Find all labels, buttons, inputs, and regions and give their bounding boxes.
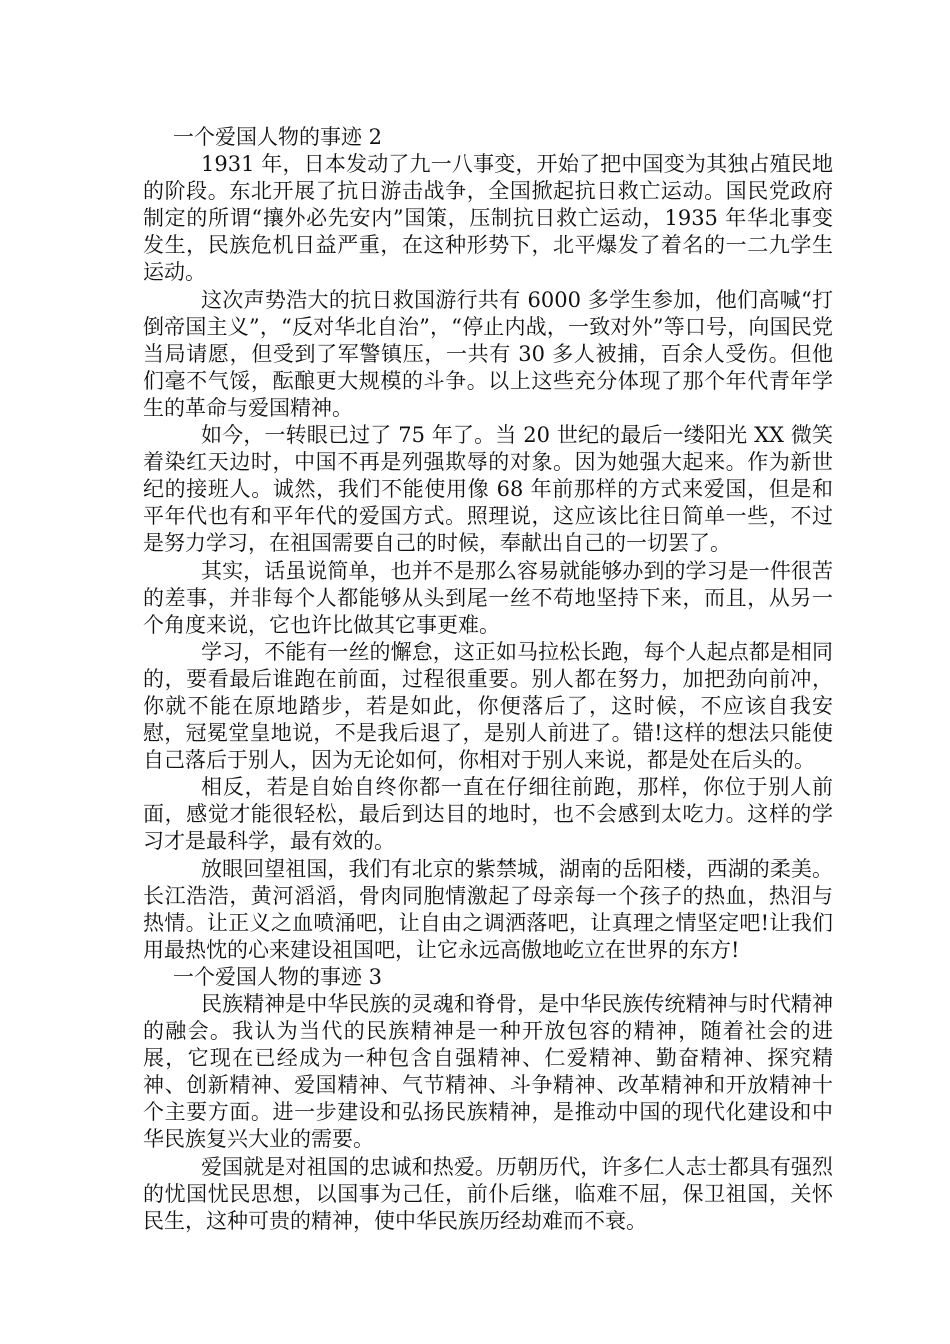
paragraph: 爱国就是对祖国的忠诚和热爱。历朝历代，许多仁人志士都具有强烈的忧国忧民思想，以国事为己任，前仆后继，临难不屈，保卫祖国，关怀民生，这种可贵的精神，使中华民族历经劫难而不衰。 (143, 1154, 833, 1233)
section-title: 一个爱国人物的事迹 2 (173, 125, 383, 149)
paragraph: 放眼回望祖国，我们有北京的紫禁城，湖南的岳阳楼，西湖的柔美。长江浩浩，黄河滔滔，骨肉同胞情激起了母亲每一个孩子的热血，热泪与热情。让正义之血喷涌吧，让自由之调洒落吧，让真理之情坚定吧!让我们用最热忱的心来建设祖国吧，让它永远高傲地屹立在世界的东方! (143, 856, 833, 962)
paragraph: 这次声势浩大的抗日救国游行共有 6000 多学生参加，他们高喊“打倒帝国主义”，“反对华北自治”，“停止内战，一致对外”等口号，向国民党当局请愿，但受到了军警镇压，一共有 30 多人被捕，百余人受伤。但他们毫不气馁，酝酿更大规模的斗争。以上这些充分体现了那个年代青年学生的革命与爱国精神。 (143, 287, 833, 420)
paragraph: 相反，若是自始自终你都一直在仔细往前跑，那样，你位于别人前面，感觉才能很轻松，最后到达目的地时，也不会感到太吃力。这样的学习才是最科学，最有效的。 (143, 775, 833, 854)
document-page (143, 124, 833, 1235)
paragraph: 民族精神是中华民族的灵魂和脊骨，是中华民族传统精神与时代精神的融会。我认为当代的民族精神是一种开放包容的精神，随着社会的进展，它现在已经成为一种包含自强精神、仁爱精神、勤奋精神、探究精神、创新精神、爱国精神、气节精神、斗争精神、改革精神和开放精神十个主要方面。进一步建设和弘扬民族精神，是推动中国的现代化建设和中华民族复兴大业的需要。 (143, 992, 833, 1152)
section-title: 一个爱国人物的事迹 3 (173, 964, 383, 989)
paragraph: 学习，不能有一丝的懈怠，这正如马拉松长跑，每个人起点都是相同的，要看最后谁跑在前面，过程很重要。别人都在努力，加把劲向前冲，你就不能在原地踏步，若是如此，你便落后了，这时候，不应该自我安慰，冠冕堂皇地说，不是我后退了，是别人前进了。错!这样的想法只能使自己落后于别人，因为无论如何，你相对于别人来说，都是处在后头的。 (143, 639, 833, 773)
paragraph: 1931 年，日本发动了九一八事变，开始了把中国变为其独占殖民地的阶段。东北开展了抗日游击战争，全国掀起抗日救亡运动。国民党政府制定的所谓“攘外必先安内”国策，压制抗日救亡运动，1935 年华北事变发生，民族危机日益严重，在这种形势下，北平爆发了着名的一二九学生运动。 (143, 152, 833, 285)
paragraph: 如今，一转眼已过了 75 年了。当 20 世纪的最后一缕阳光 XX 微笑着染红天边时，中国不再是列强欺辱的对象。因为她强大起来。作为新世纪的接班人。诚然，我们不能使用像 68 年前那样的方式来爱国，但是和平年代也有和平年代的爱国方式。照理说，这应该比往日简单一些，不过是努力学习，在祖国需要自己的时候，奉献出自己的一切罢了。 (143, 423, 833, 556)
paragraph: 其实，话虽说简单，也并不是那么容易就能够办到的学习是一件很苦的差事，并非每个人都能够从头到尾一丝不苟地坚持下来，而且，从另一个角度来说，它也许比做其它事更难。 (143, 558, 833, 637)
